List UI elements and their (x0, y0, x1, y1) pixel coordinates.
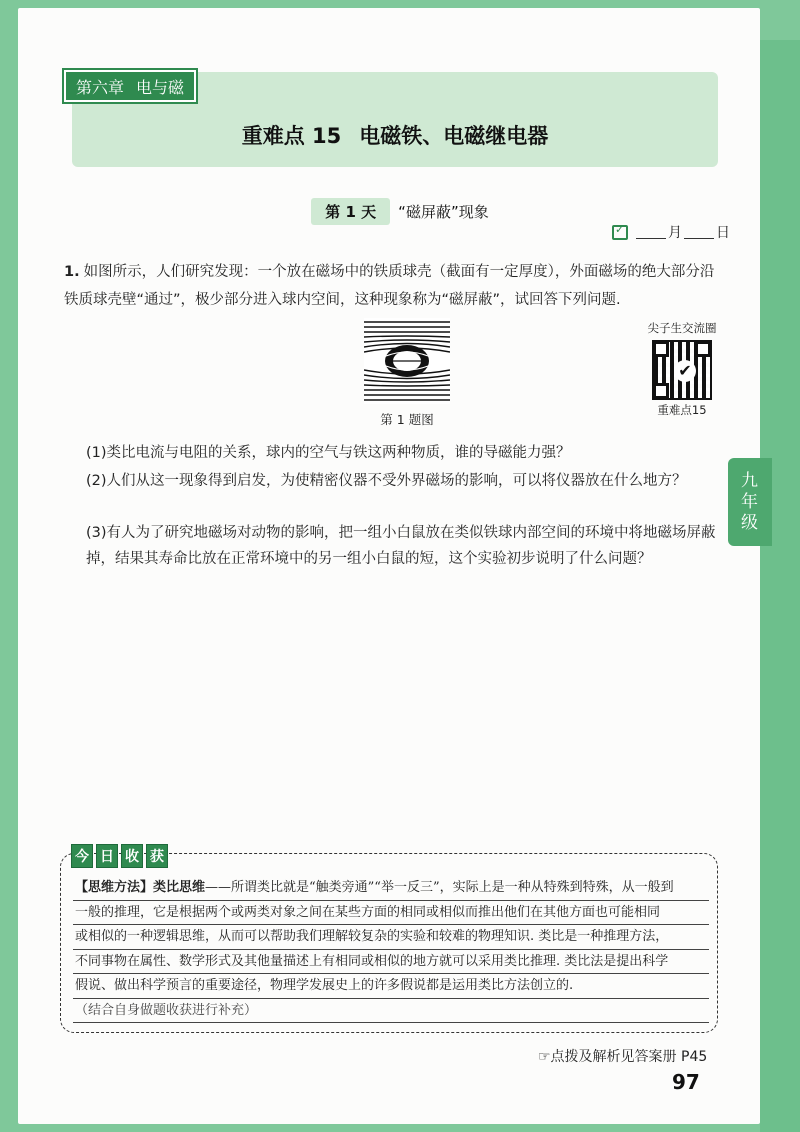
page-title (72, 120, 718, 150)
qr-bottom-label: 重难点15 (657, 403, 707, 417)
harvest-line: 一般的推理，它是根据两个或两类对象之间在某些方面的相同或相似而推出他们在其他方面也可能相同 (73, 901, 709, 926)
chapter-name: 电与磁 (136, 78, 185, 97)
chapter-number: 第六章 (76, 78, 125, 97)
question-text: 如图所示，人们研究发现：一个放在磁场中的铁质球壳（截面有一定厚度），外面磁场的绝大部分沿铁质球壳壁“通过”，极少部分进入球内空间，这种现象称为“磁屏蔽”，试回答下列问题. (64, 264, 715, 308)
harvest-text (73, 876, 709, 1023)
key-point-label: 重难点 15 (241, 124, 342, 148)
grade-tab-char: 级 (741, 512, 759, 533)
harvest-title-char: 今 (71, 844, 93, 868)
figure-caption: 第 1 题图 (380, 412, 434, 427)
magnetic-shield-figure (364, 318, 450, 404)
date-line (612, 222, 730, 242)
sub-question-2: (2)人们从这一现象得到启发，为使精密仪器不受外界磁场的影响，可以将仪器放在什么地方？ (86, 473, 687, 489)
qr-code[interactable] (652, 340, 712, 400)
thinking-method-label: 【思维方法】类比思维 (75, 880, 206, 895)
chapter-tag (64, 70, 196, 102)
day-label: 日 (716, 225, 730, 241)
harvest-line-text: ——所谓类比就是“触类旁通”“举一反三”，实际上是一种从特殊到特殊，从一般到 (205, 880, 674, 895)
calendar-check-icon (612, 225, 628, 240)
sub-question-1: (1)类比电流与电阻的关系，球内的空气与铁这两种物质，谁的导磁能力强？ (86, 445, 571, 461)
question-1 (64, 258, 724, 314)
day-topic: “磁屏蔽”现象 (398, 203, 489, 221)
check-icon: ✔ (674, 360, 696, 382)
grade-tab-char: 年 (741, 491, 759, 512)
page-number: 97 (672, 1070, 700, 1094)
month-label: 月 (668, 225, 682, 241)
sub-question-3: (3)有人为了研究地磁场对动物的影响，把一组小白鼠放在类似铁球内部空间的环境中将地磁场屏蔽掉，结果其寿命比放在正常环境中的另一组小白鼠的短，这个实验初步说明了什么问题？ (86, 525, 716, 567)
todays-harvest-box (60, 849, 718, 1033)
harvest-line: 或相似的一种逻辑思维，从而可以帮助我们理解较复杂的实验和较难的物理知识. 类比是一种推理方法， (73, 925, 709, 950)
harvest-title (71, 844, 168, 868)
day-badge: 第 1 天 (311, 198, 390, 225)
day-blank (684, 225, 714, 239)
answer-reference: ☞点拨及解析见答案册 P45 (538, 1049, 708, 1065)
page-topic: 电磁铁、电磁继电器 (359, 124, 549, 148)
harvest-note: （结合自身做题收获进行补充） (73, 999, 709, 1024)
harvest-title-char: 收 (121, 844, 143, 868)
question-number: 1. (64, 264, 80, 280)
harvest-title-char: 获 (146, 844, 168, 868)
harvest-line (73, 876, 709, 901)
qr-block[interactable] (640, 320, 724, 418)
month-blank (636, 225, 666, 239)
grade-tab-char: 九 (741, 470, 759, 491)
harvest-line: 不同事物在属性、数学形式及其他量描述上有相同或相似的地方就可以采用类比推理. 类比法是提出科学 (73, 950, 709, 975)
grade-tab (728, 458, 772, 546)
harvest-title-char: 日 (96, 844, 118, 868)
day-heading (0, 198, 800, 225)
qr-top-label: 尖子生交流圈 (647, 321, 717, 335)
harvest-line: 假说、做出科学预言的重要途径，物理学发展史上的许多假说都是运用类比方法创立的. (73, 974, 709, 999)
